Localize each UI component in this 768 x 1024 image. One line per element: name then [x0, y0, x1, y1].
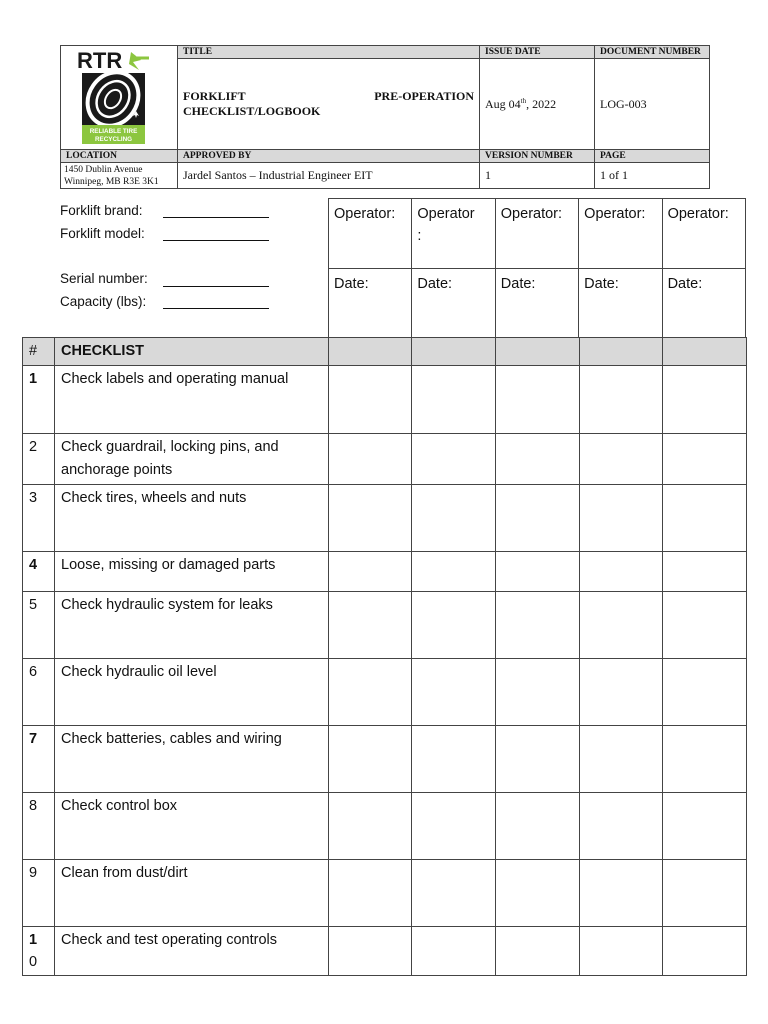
item-text: Check control box — [55, 793, 329, 860]
forklift-brand-field[interactable] — [163, 217, 269, 218]
check-cell[interactable] — [329, 793, 412, 860]
table-row — [23, 659, 747, 726]
document-number-label: DOCUMENT NUMBER — [595, 46, 710, 59]
issue-date-label: ISSUE DATE — [480, 46, 595, 59]
rtr-logo — [69, 46, 169, 144]
check-cell[interactable] — [580, 659, 663, 726]
check-cell[interactable] — [329, 434, 412, 485]
check-cell[interactable] — [580, 726, 663, 793]
item-number-wrapped: 1 0 — [29, 932, 38, 970]
document-number: LOG-003 — [595, 59, 710, 150]
version-number-value: 1 — [480, 163, 595, 189]
capacity-label: Capacity (lbs): — [60, 294, 147, 309]
check-cell[interactable] — [329, 927, 412, 976]
item-number: 1 — [23, 366, 55, 434]
item-number: 2 — [23, 434, 55, 485]
check-cell[interactable] — [663, 659, 747, 726]
item-number: 8 — [23, 793, 55, 860]
check-cell[interactable] — [663, 793, 747, 860]
check-cell[interactable] — [329, 860, 412, 927]
num-header: # — [23, 338, 55, 366]
operator-cell[interactable]: Operator: — [329, 199, 412, 269]
header-blank — [580, 338, 663, 366]
check-cell[interactable] — [663, 552, 747, 592]
forklift-model-field[interactable] — [163, 240, 269, 241]
check-cell[interactable] — [496, 927, 580, 976]
item-number — [23, 927, 55, 976]
check-cell[interactable] — [329, 726, 412, 793]
check-cell[interactable] — [329, 552, 412, 592]
date-cell[interactable]: Date: — [329, 269, 412, 338]
checklist-table — [22, 337, 747, 976]
check-cell[interactable] — [663, 366, 747, 434]
check-cell[interactable] — [329, 485, 412, 552]
check-cell[interactable] — [496, 592, 580, 659]
item-number: 5 — [23, 592, 55, 659]
check-cell[interactable] — [496, 860, 580, 927]
table-row — [23, 485, 747, 552]
check-cell[interactable] — [496, 485, 580, 552]
operator-cell[interactable]: Operator: — [662, 199, 745, 269]
item-number: 3 — [23, 485, 55, 552]
location-line1: 1450 Dublin Avenue — [64, 164, 143, 175]
check-cell[interactable] — [496, 366, 580, 434]
page-value: 1 of 1 — [595, 163, 710, 189]
item-text: Check hydraulic oil level — [55, 659, 329, 726]
check-cell[interactable] — [412, 726, 496, 793]
item-text: Check guardrail, locking pins, and anchorage points — [55, 434, 329, 485]
document-header — [60, 45, 710, 189]
issue-date — [480, 59, 595, 150]
check-cell[interactable] — [412, 927, 496, 976]
table-row — [23, 927, 747, 976]
header-blank — [663, 338, 747, 366]
title-line2: CHECKLIST/LOGBOOK — [183, 104, 321, 119]
item-number: 7 — [23, 726, 55, 793]
page-label: PAGE — [595, 150, 710, 163]
item-text: Loose, missing or damaged parts — [55, 552, 329, 592]
item-number: 4 — [23, 552, 55, 592]
approved-by-value: Jardel Santos – Industrial Engineer EIT — [178, 163, 480, 189]
check-cell[interactable] — [580, 485, 663, 552]
logo-text: RTR — [77, 48, 123, 73]
check-cell[interactable] — [580, 927, 663, 976]
item-number: 9 — [23, 860, 55, 927]
serial-number-field[interactable] — [163, 286, 269, 287]
table-row — [23, 860, 747, 927]
capacity-field[interactable] — [163, 308, 269, 309]
item-text: Check tires, wheels and nuts — [55, 485, 329, 552]
check-cell[interactable] — [412, 552, 496, 592]
title-label: TITLE — [178, 46, 480, 59]
title-line1-right: PRE-OPERATION — [374, 89, 474, 104]
check-cell[interactable] — [580, 434, 663, 485]
operator-label-wrapped: Operator : — [417, 206, 475, 244]
check-cell[interactable] — [329, 366, 412, 434]
check-cell[interactable] — [412, 485, 496, 552]
item-number: 6 — [23, 659, 55, 726]
table-row — [23, 793, 747, 860]
check-cell[interactable] — [580, 592, 663, 659]
check-cell[interactable] — [412, 592, 496, 659]
item-text: Check batteries, cables and wiring — [55, 726, 329, 793]
location-label: LOCATION — [61, 150, 178, 163]
operator-cell[interactable]: Operator: — [579, 199, 662, 269]
issue-date-main: Aug 04 — [485, 96, 521, 111]
header-blank — [412, 338, 496, 366]
check-cell[interactable] — [580, 793, 663, 860]
check-cell[interactable] — [663, 485, 747, 552]
check-cell[interactable] — [412, 793, 496, 860]
check-cell[interactable] — [412, 366, 496, 434]
table-row — [23, 366, 747, 434]
check-cell[interactable] — [412, 434, 496, 485]
check-cell[interactable] — [412, 860, 496, 927]
header-blank — [496, 338, 580, 366]
check-cell[interactable] — [663, 592, 747, 659]
table-row — [23, 552, 747, 592]
operator-cell[interactable] — [412, 199, 495, 269]
check-cell[interactable] — [663, 726, 747, 793]
forklift-model-label: Forklift model: — [60, 226, 145, 241]
check-cell[interactable] — [496, 726, 580, 793]
check-cell[interactable] — [663, 927, 747, 976]
approved-by-label: APPROVED BY — [178, 150, 480, 163]
location-line2: Winnipeg, MB R3E 3K1 — [64, 176, 159, 187]
document-title — [178, 59, 480, 150]
item-text: Check labels and operating manual — [55, 366, 329, 434]
table-row — [23, 434, 747, 485]
check-cell[interactable] — [580, 366, 663, 434]
check-cell[interactable] — [663, 434, 747, 485]
location-value — [61, 163, 178, 189]
item-text: Clean from dust/dirt — [55, 860, 329, 927]
date-cell[interactable]: Date: — [495, 269, 578, 338]
check-cell[interactable] — [496, 552, 580, 592]
issue-date-sup: th — [520, 96, 527, 105]
table-row — [23, 726, 747, 793]
logo-tagline-1: RELIABLE TIRE — [89, 128, 138, 135]
check-cell[interactable] — [580, 860, 663, 927]
date-cell[interactable]: Date: — [662, 269, 745, 338]
check-cell[interactable] — [496, 659, 580, 726]
check-cell[interactable] — [496, 793, 580, 860]
logo-tagline-2: RECYCLING — [94, 136, 133, 143]
table-row — [23, 592, 747, 659]
check-cell[interactable] — [329, 659, 412, 726]
check-cell[interactable] — [496, 434, 580, 485]
header-blank — [329, 338, 412, 366]
version-number-label: VERSION NUMBER — [480, 150, 595, 163]
check-cell[interactable] — [329, 592, 412, 659]
item-text: Check hydraulic system for leaks — [55, 592, 329, 659]
date-cell[interactable]: Date: — [579, 269, 662, 338]
item-text: Check and test operating controls — [55, 927, 329, 976]
check-cell[interactable] — [663, 860, 747, 927]
operator-cell[interactable]: Operator: — [495, 199, 578, 269]
checklist-header: CHECKLIST — [55, 338, 329, 366]
check-cell[interactable] — [412, 659, 496, 726]
logo-cell — [61, 46, 178, 150]
forklift-brand-label: Forklift brand: — [60, 203, 143, 218]
check-cell[interactable] — [580, 552, 663, 592]
issue-date-year: , 2022 — [526, 96, 557, 111]
title-line1-left: FORKLIFT — [183, 89, 246, 104]
operator-table — [328, 198, 746, 338]
date-cell[interactable]: Date: — [412, 269, 495, 338]
serial-number-label: Serial number: — [60, 271, 148, 286]
leaf-icon — [129, 52, 149, 70]
